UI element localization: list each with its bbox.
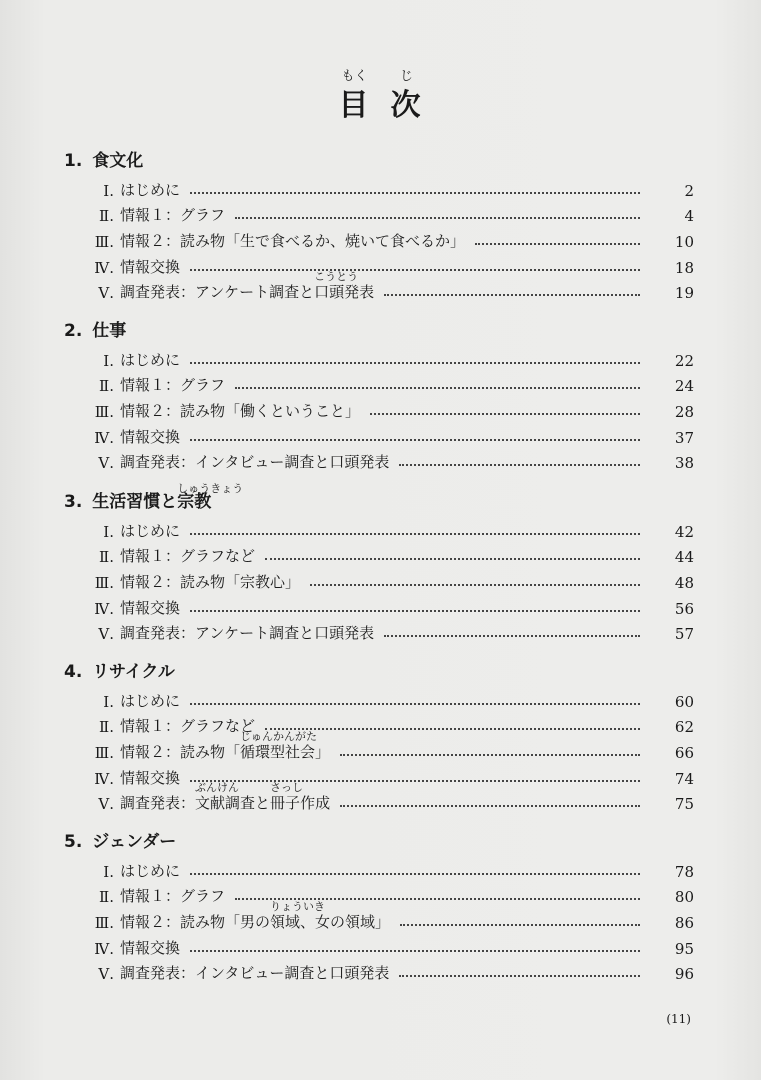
page-title bbox=[0, 69, 761, 124]
ruby-reading: さっし bbox=[270, 781, 304, 795]
toc-entry[interactable] bbox=[64, 730, 694, 763]
entry-label bbox=[114, 374, 235, 395]
entry-label bbox=[114, 860, 190, 881]
text-run bbox=[344, 281, 374, 302]
entry-numeral-wrap bbox=[64, 523, 114, 541]
entry-page-number: 4 bbox=[684, 207, 694, 226]
text-run bbox=[120, 281, 314, 302]
dot-leader bbox=[384, 634, 640, 637]
toc-entry[interactable] bbox=[64, 618, 694, 644]
ruby-base: 情報１：グラフ bbox=[120, 206, 226, 225]
toc-entry[interactable] bbox=[64, 515, 694, 541]
entry-page-number: 75 bbox=[674, 795, 694, 814]
ruby-base: 調査と bbox=[225, 794, 271, 813]
toc-entry[interactable] bbox=[64, 395, 694, 421]
entry-label bbox=[114, 730, 340, 762]
ruby-base: 調査発表：インタビュー調査と口頭発表 bbox=[120, 453, 390, 472]
entry-numeral-wrap bbox=[64, 429, 114, 447]
ruby-base: 作成 bbox=[300, 794, 331, 813]
entry-numeral-wrap bbox=[64, 284, 114, 302]
entry-numeral: Ⅳ. bbox=[94, 769, 114, 788]
text-run bbox=[120, 715, 255, 736]
ruby-word bbox=[338, 69, 371, 124]
toc-section bbox=[64, 482, 694, 644]
ruby-base: ジェンダー bbox=[92, 832, 177, 852]
entry-numeral-wrap bbox=[64, 259, 114, 277]
toc-entry[interactable] bbox=[64, 711, 694, 737]
ruby-base: 情報交換 bbox=[120, 257, 181, 276]
text-run bbox=[120, 230, 465, 251]
toc-section bbox=[64, 148, 694, 302]
entry-page-number: 24 bbox=[674, 377, 694, 396]
ruby-base: 情報交換 bbox=[120, 598, 181, 617]
entry-numeral: Ⅲ. bbox=[94, 914, 114, 933]
ruby-word bbox=[270, 781, 304, 813]
ruby-base: 情報１：グラフ bbox=[120, 376, 226, 395]
dot-leader bbox=[235, 386, 640, 389]
ruby-base: はじめに bbox=[120, 691, 181, 710]
ruby-reading: もく bbox=[341, 69, 368, 84]
ruby-base: 情報２：読み物「働くということ」 bbox=[120, 402, 361, 421]
entry-label bbox=[114, 690, 190, 711]
toc-entry[interactable] bbox=[64, 251, 694, 277]
dot-leader bbox=[190, 268, 640, 271]
text-run bbox=[120, 571, 300, 592]
toc-section bbox=[64, 659, 694, 813]
ruby-base: 情報交換 bbox=[120, 938, 181, 957]
entry-label bbox=[114, 400, 370, 421]
toc-entry[interactable] bbox=[64, 762, 694, 788]
ruby-base: 情報交換 bbox=[120, 768, 181, 787]
entry-numeral: Ⅱ. bbox=[99, 207, 114, 226]
toc-section bbox=[64, 829, 694, 983]
text-run bbox=[225, 792, 270, 813]
toc-entry[interactable] bbox=[64, 344, 694, 370]
entry-numeral-wrap bbox=[64, 718, 114, 736]
entry-numeral-wrap bbox=[64, 914, 114, 932]
toc-entry[interactable] bbox=[64, 566, 694, 592]
ruby-word bbox=[314, 270, 359, 302]
dot-leader bbox=[475, 242, 640, 245]
ruby-base: 仕事 bbox=[92, 321, 127, 341]
dot-leader bbox=[265, 727, 640, 730]
entry-numeral: Ⅳ. bbox=[94, 428, 114, 447]
entry-label bbox=[114, 230, 475, 251]
ruby-base: 冊子 bbox=[270, 794, 301, 813]
entry-label bbox=[114, 179, 190, 200]
text-run bbox=[285, 741, 330, 762]
dot-leader bbox=[190, 532, 640, 535]
text-run bbox=[92, 489, 177, 515]
entry-numeral: Ⅰ. bbox=[103, 181, 114, 200]
entry-page-number: 44 bbox=[674, 548, 694, 567]
section-number: 5. bbox=[64, 832, 83, 852]
ruby-base: 目 bbox=[338, 88, 371, 123]
section-heading bbox=[64, 148, 694, 174]
entry-label bbox=[114, 349, 190, 370]
entry-page-number: 18 bbox=[674, 258, 694, 277]
entry-label bbox=[114, 962, 399, 983]
ruby-word bbox=[270, 900, 326, 932]
entry-numeral: Ⅱ. bbox=[99, 718, 114, 737]
text-run bbox=[120, 962, 389, 983]
text-run bbox=[92, 318, 126, 344]
entry-numeral-wrap bbox=[64, 625, 114, 643]
text-run bbox=[120, 741, 240, 762]
entry-page-number: 60 bbox=[674, 692, 694, 711]
toc-entry[interactable] bbox=[64, 900, 694, 933]
ruby-base: 循環型 bbox=[240, 743, 286, 762]
entry-numeral-wrap bbox=[64, 965, 114, 983]
section-number: 2. bbox=[64, 321, 83, 341]
entry-page-number: 37 bbox=[674, 428, 694, 447]
ruby-base: 情報１：グラフなど bbox=[120, 717, 256, 736]
ruby-reading: じ bbox=[399, 69, 413, 84]
toc-section bbox=[64, 318, 694, 472]
ruby-base: 社会」 bbox=[285, 743, 331, 762]
entry-label bbox=[114, 426, 190, 447]
entry-page-number: 86 bbox=[674, 914, 694, 933]
toc-entry[interactable] bbox=[64, 225, 694, 251]
entry-numeral-wrap bbox=[64, 744, 114, 762]
dot-leader bbox=[190, 779, 640, 782]
ruby-base: 宗教 bbox=[177, 492, 212, 512]
dot-leader bbox=[384, 293, 640, 296]
entry-numeral: Ⅰ. bbox=[103, 692, 114, 711]
entry-page-number: 62 bbox=[674, 718, 694, 737]
ruby-base: 食文化 bbox=[92, 151, 144, 171]
text-run bbox=[120, 451, 389, 472]
text-run bbox=[120, 860, 180, 881]
entry-label bbox=[114, 571, 310, 592]
entry-page-number: 96 bbox=[674, 965, 694, 984]
section-number: 3. bbox=[64, 492, 83, 512]
entry-numeral: Ⅳ. bbox=[94, 258, 114, 277]
section-number: 4. bbox=[64, 662, 83, 682]
text-run bbox=[120, 690, 180, 711]
entry-numeral: Ⅴ. bbox=[98, 625, 114, 644]
entry-page-number: 80 bbox=[674, 888, 694, 907]
entry-label bbox=[114, 622, 384, 643]
ruby-reading: こうとう bbox=[314, 270, 359, 284]
ruby-base: 調査発表： bbox=[120, 794, 196, 813]
ruby-base: 文献 bbox=[195, 794, 226, 813]
entry-numeral-wrap bbox=[64, 940, 114, 958]
dot-leader bbox=[190, 438, 640, 441]
entry-page-number: 22 bbox=[674, 351, 694, 370]
dot-leader bbox=[340, 753, 640, 756]
entry-numeral: Ⅱ. bbox=[99, 377, 114, 396]
toc-entry[interactable] bbox=[64, 270, 694, 303]
entry-numeral: Ⅴ. bbox=[98, 795, 114, 814]
ruby-word bbox=[390, 69, 423, 124]
entry-page-number: 78 bbox=[674, 862, 694, 881]
entry-numeral: Ⅰ. bbox=[103, 351, 114, 370]
section-heading bbox=[64, 482, 694, 515]
section-number: 1. bbox=[64, 151, 83, 171]
entry-page-number: 2 bbox=[684, 181, 694, 200]
ruby-base: 調査発表：アンケート調査と口頭発表 bbox=[120, 624, 375, 643]
entry-page-number: 42 bbox=[674, 522, 694, 541]
dot-leader bbox=[190, 609, 640, 612]
entry-numeral-wrap bbox=[64, 233, 114, 251]
toc-entry[interactable] bbox=[64, 174, 694, 200]
entry-numeral-wrap bbox=[64, 403, 114, 421]
entry-numeral: Ⅲ. bbox=[94, 233, 114, 252]
section-heading bbox=[64, 659, 694, 685]
entry-numeral-wrap bbox=[64, 693, 114, 711]
entry-page-number: 19 bbox=[674, 284, 694, 303]
toc-entry[interactable] bbox=[64, 855, 694, 881]
entry-numeral: Ⅰ. bbox=[103, 522, 114, 541]
dot-leader bbox=[399, 974, 640, 977]
toc-entry[interactable] bbox=[64, 685, 694, 711]
entry-label bbox=[114, 781, 340, 813]
toc-entry[interactable] bbox=[64, 541, 694, 567]
ruby-base: 調査発表：インタビュー調査と口頭発表 bbox=[120, 964, 390, 983]
text-run bbox=[120, 911, 270, 932]
dot-leader bbox=[370, 412, 640, 415]
entry-numeral-wrap bbox=[64, 770, 114, 788]
entry-numeral: Ⅱ. bbox=[99, 888, 114, 907]
text-run bbox=[120, 256, 180, 277]
entry-page-number: 57 bbox=[674, 625, 694, 644]
text-run bbox=[92, 829, 176, 855]
entry-numeral: Ⅴ. bbox=[98, 965, 114, 984]
ruby-base: はじめに bbox=[120, 861, 181, 880]
entry-numeral-wrap bbox=[64, 454, 114, 472]
ruby-base: 生活習慣と bbox=[92, 492, 178, 512]
text-run bbox=[120, 400, 360, 421]
entry-numeral: Ⅲ. bbox=[94, 744, 114, 763]
toc-entry[interactable] bbox=[64, 370, 694, 396]
ruby-word bbox=[195, 781, 240, 813]
entry-label bbox=[114, 520, 190, 541]
dot-leader bbox=[190, 191, 640, 194]
text-run bbox=[120, 426, 180, 447]
entry-label bbox=[114, 937, 190, 958]
entry-numeral: Ⅲ. bbox=[94, 403, 114, 422]
ruby-word bbox=[177, 482, 244, 515]
dot-leader bbox=[190, 872, 640, 875]
entry-label bbox=[114, 885, 235, 906]
entry-numeral-wrap bbox=[64, 888, 114, 906]
text-run bbox=[120, 179, 180, 200]
entry-page-number: 38 bbox=[674, 454, 694, 473]
text-run bbox=[300, 792, 330, 813]
entry-numeral-wrap bbox=[64, 548, 114, 566]
toc-entry[interactable] bbox=[64, 447, 694, 473]
entry-page-number: 66 bbox=[674, 744, 694, 763]
ruby-base: 、女の領域」 bbox=[300, 913, 391, 932]
ruby-base: 情報交換 bbox=[120, 427, 181, 446]
entry-label bbox=[114, 204, 235, 225]
ruby-base: 調査発表：アンケート調査と bbox=[120, 283, 315, 302]
entry-label bbox=[114, 270, 384, 302]
ruby-base: 口頭 bbox=[314, 283, 345, 302]
ruby-reading: しゅうきょう bbox=[177, 482, 244, 495]
ruby-base: はじめに bbox=[120, 521, 181, 540]
dot-leader bbox=[190, 949, 640, 952]
section-heading bbox=[64, 829, 694, 855]
entry-numeral: Ⅰ. bbox=[103, 862, 114, 881]
entry-label bbox=[114, 597, 190, 618]
ruby-reading: りょういき bbox=[270, 900, 326, 914]
toc-entry[interactable] bbox=[64, 881, 694, 907]
entry-page-number: 74 bbox=[674, 769, 694, 788]
toc-entry[interactable] bbox=[64, 200, 694, 226]
text-run bbox=[120, 374, 225, 395]
text-run bbox=[120, 204, 225, 225]
entry-page-number: 48 bbox=[674, 574, 694, 593]
ruby-base: 領域 bbox=[270, 913, 301, 932]
entry-numeral-wrap bbox=[64, 377, 114, 395]
ruby-base: 情報２：読み物「宗教心」 bbox=[120, 573, 301, 592]
entry-label bbox=[114, 767, 190, 788]
ruby-reading: ぶんけん bbox=[195, 781, 240, 795]
dot-leader bbox=[190, 361, 640, 364]
entry-numeral: Ⅴ. bbox=[98, 454, 114, 473]
dot-leader bbox=[265, 557, 640, 560]
dot-leader bbox=[235, 216, 640, 219]
entry-numeral-wrap bbox=[64, 863, 114, 881]
entry-numeral: Ⅳ. bbox=[94, 599, 114, 618]
entry-page-number: 10 bbox=[674, 233, 694, 252]
ruby-base: 情報２：読み物「男の bbox=[120, 913, 271, 932]
text-run bbox=[120, 792, 195, 813]
entry-label bbox=[114, 256, 190, 277]
entry-numeral: Ⅳ. bbox=[94, 939, 114, 958]
entry-numeral-wrap bbox=[64, 574, 114, 592]
ruby-reading: じゅんかんがた bbox=[240, 730, 318, 744]
text-run bbox=[120, 937, 180, 958]
entry-page-number: 95 bbox=[674, 939, 694, 958]
text-run bbox=[300, 911, 390, 932]
ruby-base: 発表 bbox=[344, 283, 375, 302]
entry-label bbox=[114, 451, 399, 472]
ruby-base: 情報１：グラフ bbox=[120, 887, 226, 906]
dot-leader bbox=[400, 923, 640, 926]
dot-leader bbox=[399, 463, 640, 466]
toc-entry[interactable] bbox=[64, 781, 694, 814]
ruby-base: はじめに bbox=[120, 350, 181, 369]
entry-page-number: 28 bbox=[674, 403, 694, 422]
ruby-base: 情報１：グラフなど bbox=[120, 547, 256, 566]
entry-numeral-wrap bbox=[64, 207, 114, 225]
ruby-base: 情報２：読み物「 bbox=[120, 743, 241, 762]
section-heading bbox=[64, 318, 694, 344]
entry-numeral: Ⅲ. bbox=[94, 574, 114, 593]
page-number: (11) bbox=[666, 1012, 691, 1026]
entry-numeral-wrap bbox=[64, 600, 114, 618]
text-run bbox=[92, 659, 175, 685]
entry-numeral-wrap bbox=[64, 795, 114, 813]
dot-leader bbox=[190, 702, 640, 705]
entry-numeral-wrap bbox=[64, 182, 114, 200]
text-run bbox=[120, 885, 225, 906]
text-run bbox=[120, 622, 374, 643]
text-run bbox=[120, 349, 180, 370]
toc-entry[interactable] bbox=[64, 932, 694, 958]
toc-entry[interactable] bbox=[64, 592, 694, 618]
dot-leader bbox=[310, 583, 640, 586]
text-run bbox=[92, 148, 143, 174]
text-run bbox=[120, 545, 255, 566]
entry-label bbox=[114, 545, 265, 566]
toc-entry[interactable] bbox=[64, 958, 694, 984]
toc-entry[interactable] bbox=[64, 421, 694, 447]
ruby-base: 次 bbox=[390, 88, 423, 123]
entry-numeral-wrap bbox=[64, 352, 114, 370]
text-run bbox=[120, 520, 180, 541]
entry-label bbox=[114, 900, 400, 932]
entry-numeral: Ⅱ. bbox=[99, 548, 114, 567]
entry-numeral: Ⅴ. bbox=[98, 284, 114, 303]
text-run bbox=[120, 597, 180, 618]
text-run bbox=[120, 767, 180, 788]
ruby-base: はじめに bbox=[120, 180, 181, 199]
dot-leader bbox=[340, 804, 640, 807]
ruby-base: 情報２：読み物「生で食べるか、焼いて食べるか」 bbox=[120, 232, 466, 251]
ruby-base: リサイクル bbox=[92, 662, 175, 682]
entry-page-number: 56 bbox=[674, 599, 694, 618]
